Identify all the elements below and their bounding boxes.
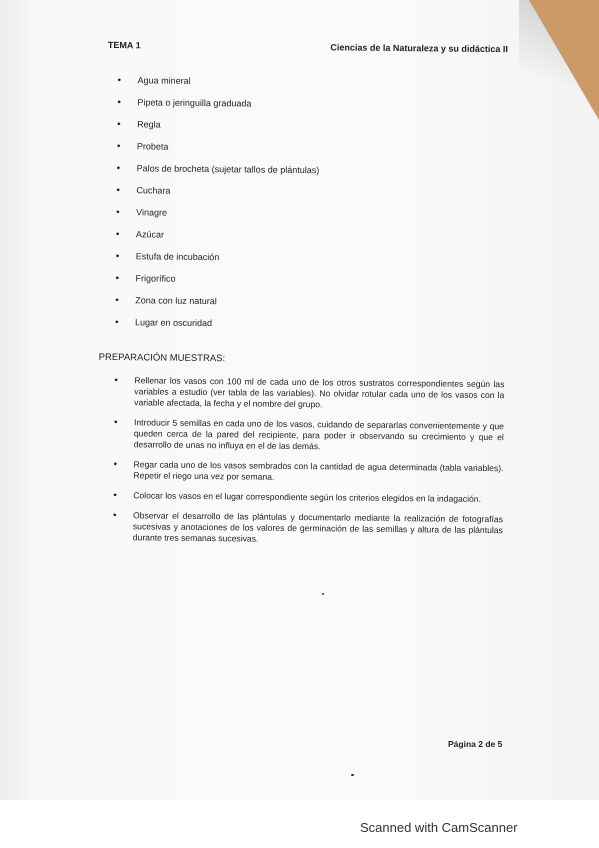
header-course: Ciencias de la Naturaleza y su didáctica II: [330, 42, 508, 55]
scan-speck: [351, 774, 354, 776]
preparation-step: • Colocar los vasos en el lugar correspondiente según los criterios elegidos en la indagación.: [113, 490, 503, 505]
preparation-steps: [113, 375, 505, 547]
materials-list: [115, 75, 508, 332]
list-item: • Pipeta o jeringuilla graduada: [117, 97, 507, 112]
list-item: • Probeta: [117, 141, 507, 156]
list-item: • Estufa de incubación: [116, 251, 506, 266]
preparation-step: • Observar el desarrollo de las plántulas y documentarlo mediante la realización de fotografías sucesivas y anotaciones de los valores de germinación de las semillas y altura de las plántulas durante tres semanas sucesivas.: [113, 510, 503, 547]
header-topic: TEMA 1: [107, 40, 141, 51]
page-corner-fold: [529, 0, 599, 120]
preparation-step: • Introducir 5 semillas en cada uno de los vasos, cuidando de separarlas convenientemente y que queden cerca de la pared del recipiente, para poder ir observando su crecimiento y que el desarrollo de unas no influya en el de las demás.: [114, 417, 504, 454]
list-item: • Lugar en oscuridad: [115, 317, 505, 332]
preparation-step: • Regar cada uno de los vasos sembrados con la cantidad de agua determinada (tabla variables). Repetir el riego una vez por semana.: [113, 459, 503, 485]
scanner-watermark: [0, 800, 599, 848]
list-item: • Cuchara: [116, 185, 506, 200]
list-item: • Palos de brocheta (sujetar tallos de plántulas): [117, 163, 507, 178]
document-content: [98, 40, 508, 556]
page-number: Página 2 de 5: [448, 739, 503, 749]
list-item: • Frigorífico: [115, 273, 505, 288]
preparation-step: • Rellenar los vasos con 100 ml de cada uno de los otros sustratos correspondientes según las variables a estudio (ver tabla de las variables). No olvidar rotular cada uno de los vasos con la variable afectada, la fecha y el nombre del grupo.: [114, 375, 504, 412]
list-item: • Agua mineral: [118, 75, 508, 90]
list-item: • Regla: [117, 119, 507, 134]
list-item: • Azúcar: [116, 229, 506, 244]
scan-speck: [322, 593, 324, 595]
list-item: • Vinagre: [116, 207, 506, 222]
preparation-title: PREPARACIÓN MUESTRAS:: [98, 351, 226, 365]
watermark-text: Scanned with CamScanner: [360, 820, 518, 835]
list-item: • Zona con luz natural: [115, 295, 505, 310]
